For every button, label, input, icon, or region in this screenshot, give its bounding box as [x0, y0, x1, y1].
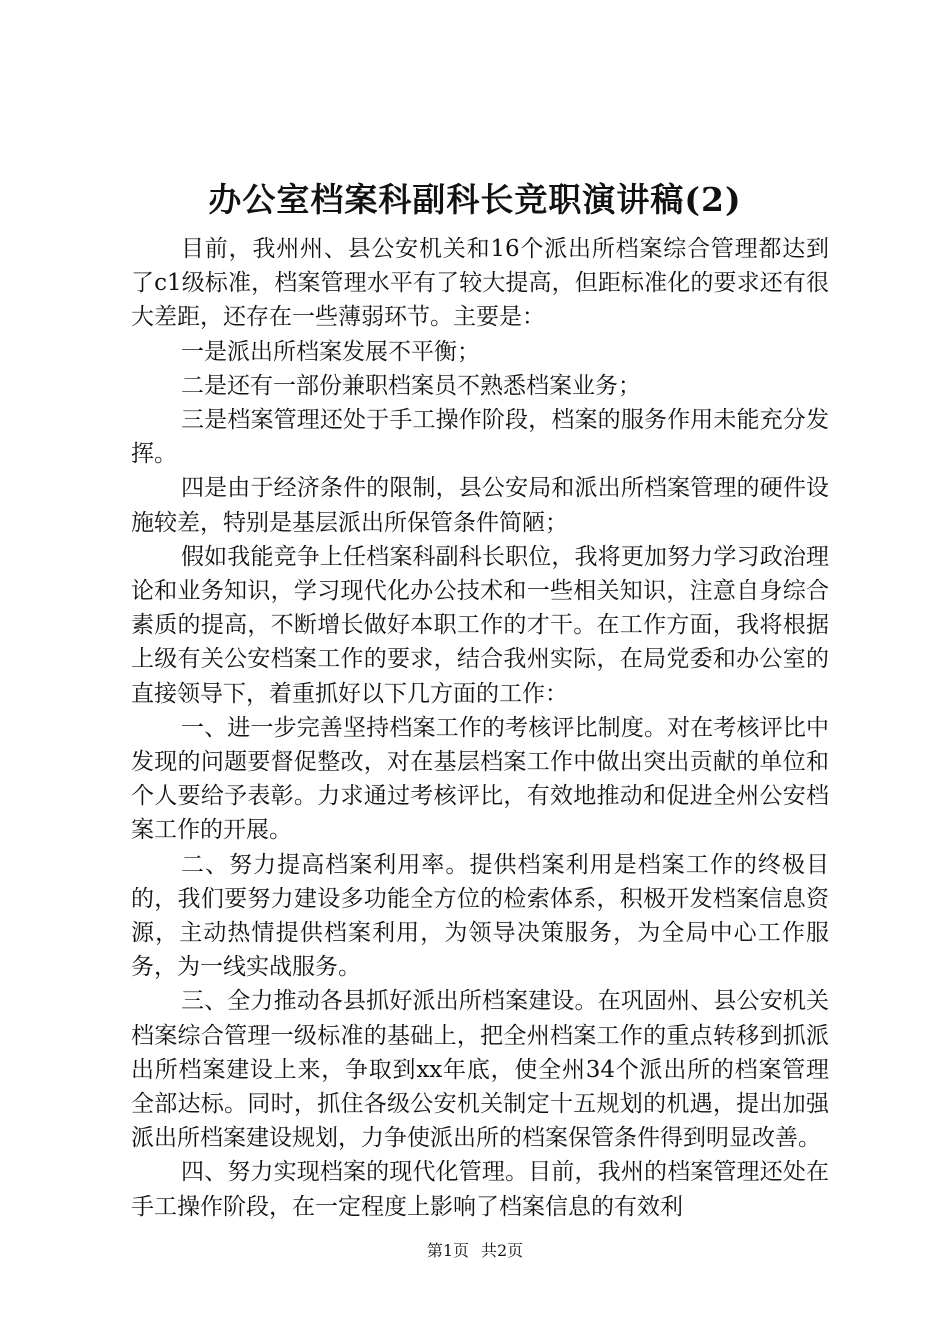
page-footer — [0, 1241, 950, 1261]
paragraph: 三、全力推动各县抓好派出所档案建设。在巩固州、县公安机关档案综合管理一级标准的基础上，把全州档案工作的重点转移到抓派出所档案建设上来，争取到xx年底，使全州34个派出所的档案管理全部达标。同时，抓住各级公安机关制定十五规划的机遇，提出加强派出所档案建设规划，力争使派出所的档案保管条件得到明显改善。 — [131, 988, 829, 1152]
paragraph: 二、努力提高档案利用率。提供档案利用是档案工作的终极目的，我们要努力建设多功能全方位的检索体系，积极开发档案信息资源，主动热情提供档案利用，为领导决策服务，为全局中心工作服务，为一线实战服务。 — [131, 851, 829, 981]
paragraph: 假如我能竞争上任档案科副科长职位，我将更加努力学习政治理论和业务知识，学习现代化办公技术和一些相关知识，注意自身综合素质的提高，不断增长做好本职工作的才干。在工作方面，我将根据上级有关公安档案工作的要求，结合我州实际，在局党委和办公室的直接领导下，着重抓好以下几方面的工作： — [131, 543, 829, 707]
paragraph: 四、努力实现档案的现代化管理。目前，我州的档案管理还处在手工操作阶段，在一定程度上影响了档案信息的有效利 — [131, 1159, 829, 1220]
paragraph: 二是还有一部份兼职档案员不熟悉档案业务； — [181, 372, 641, 399]
paragraph: 一是派出所档案发展不平衡； — [181, 338, 480, 365]
paragraph: 四是由于经济条件的限制，县公安局和派出所档案管理的硬件设施较差，特别是基层派出所保管条件简陋； — [131, 475, 829, 536]
document-title: 办公室档案科副科长竞职演讲稿(2) — [208, 180, 742, 219]
paragraph: 一、进一步完善坚持档案工作的考核评比制度。对在考核评比中发现的问题要督促整改，对在基层档案工作中做出突出贡献的单位和个人要给予表彰。力求通过考核评比，有效地推动和促进全州公安档案工作的开展。 — [131, 714, 829, 844]
page-total: 共2页 — [481, 1241, 524, 1260]
paragraph: 目前，我州州、县公安机关和16个派出所档案综合管理都达到了c1级标准，档案管理水平有了较大提高，但距标准化的要求还有很大差距，还存在一些薄弱环节。主要是： — [131, 236, 829, 331]
document-body — [131, 232, 829, 1224]
paragraph: 三是档案管理还处于手工操作阶段，档案的服务作用未能充分发挥。 — [131, 407, 829, 468]
page-number: 第1页 — [426, 1241, 469, 1260]
